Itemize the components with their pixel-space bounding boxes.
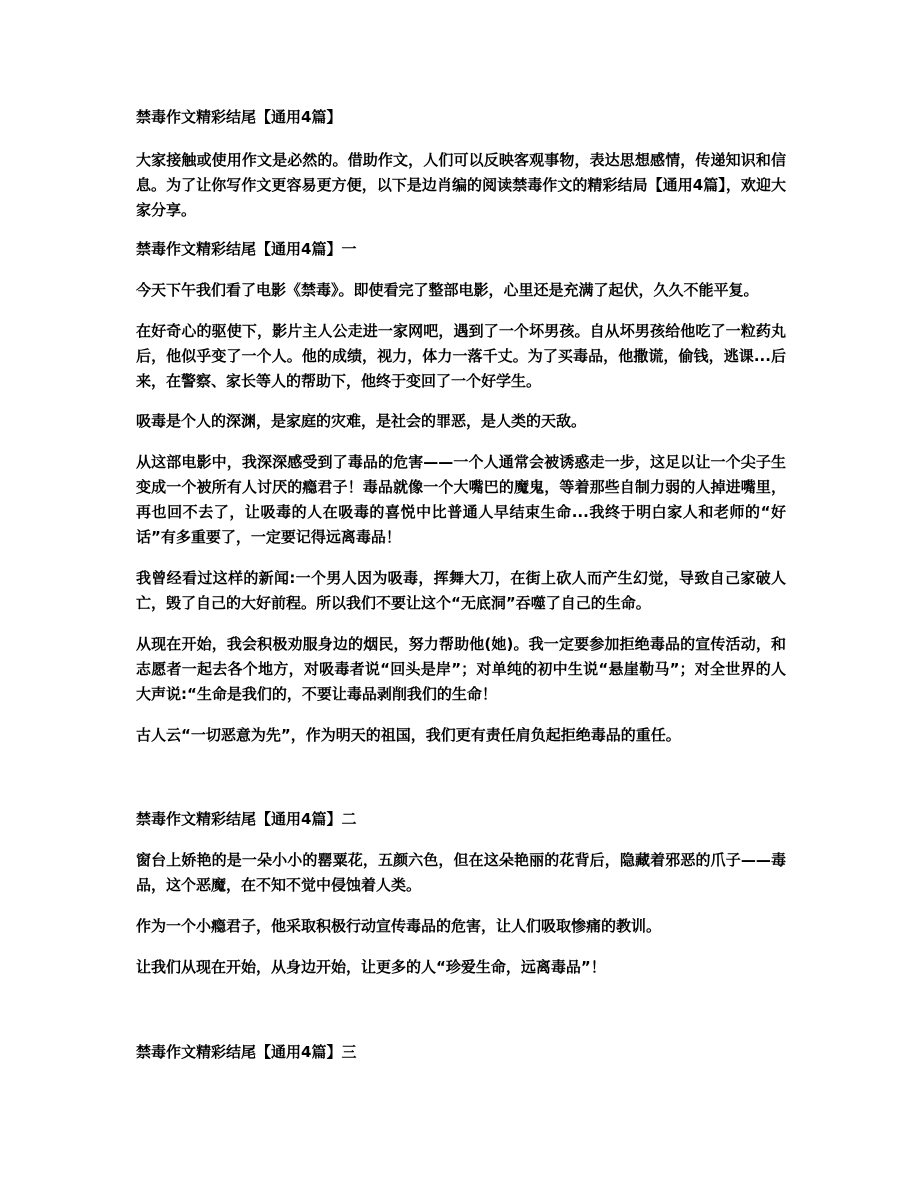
section-2-paragraph-1: 窗台上娇艳的是一朵小小的罂粟花，五颜六色，但在这朵艳丽的花背后，隐藏着邪恶的爪子——毒品，这个恶魔，在不知不觉中侵蚀着人类。	[136, 851, 786, 894]
section-1-paragraph-4: 从这部电影中，我深深感受到了毒品的危害——一个人通常会被诱惑走一步，这足以让一个尖子生变成一个被所有人讨厌的瘾君子！毒品就像一个大嘴巴的魔鬼，等着那些自制力弱的人掉进嘴里，再也回不去了，让吸毒的人在吸毒的喜悦中比普通人早结束生命...我终于明白家人和老师的“好话”有多重要了，一定要记得远离毒品！	[136, 453, 786, 546]
section-2-paragraph-3: 让我们从现在开始，从身边开始，让更多的人“珍爱生命，远离毒品”！	[136, 958, 606, 976]
section-3-heading: 禁毒作文精彩结尾【通用4篇】三	[136, 1043, 357, 1061]
section-1-paragraph-7: 古人云“一切恶意为先”，作为明天的祖国，我们更有责任肩负起拒绝毒品的重任。	[136, 726, 681, 744]
intro-paragraph: 大家接触或使用作文是必然的。借助作文，人们可以反映客观事物，表达思想感情，传递知识和信息。为了让你写作文更容易更方便，以下是边肖编的阅读禁毒作文的精彩结局【通用4篇】，欢迎大家分享。	[136, 151, 786, 219]
section-1-paragraph-3: 吸毒是个人的深渊，是家庭的灾难，是社会的罪恶，是人类的天敌。	[136, 412, 587, 430]
section-1-paragraph-1: 今天下午我们看了电影《禁毒》。即使看完了整部电影，心里还是充满了起伏，久久不能平复。	[136, 281, 759, 299]
section-2-paragraph-2: 作为一个小瘾君子，他采取积极行动宣传毒品的危害，让人们吸取惨痛的教训。	[136, 917, 662, 935]
section-1-paragraph-6: 从现在开始，我会积极劝服身边的烟民，努力帮助他(她)。我一定要参加拒绝毒品的宣传活动，和志愿者一起去各个地方，对吸毒者说“回头是岸”；对单纯的初中生说“悬崖勒马”；对全世界的人大声说:“生命是我们的，不要让毒品剥削我们的生命！	[136, 635, 786, 703]
document-title: 禁毒作文精彩结尾【通用4篇】	[136, 108, 342, 126]
section-1-heading: 禁毒作文精彩结尾【通用4篇】一	[136, 240, 357, 258]
section-2-heading: 禁毒作文精彩结尾【通用4篇】二	[136, 810, 357, 828]
section-1-paragraph-5: 我曾经看过这样的新闻:一个男人因为吸毒，挥舞大刀，在街上砍人而产生幻觉，导致自己家破人亡，毁了自己的大好前程。所以我们不要让这个“无底洞”吞噬了自己的生命。	[136, 569, 786, 612]
section-1-paragraph-2: 在好奇心的驱使下，影片主人公走进一家网吧，遇到了一个坏男孩。自从坏男孩给他吃了一粒药丸后，他似乎变了一个人。他的成绩，视力，体力一落千丈。为了买毒品，他撒谎，偷钱，逃课...后来，在警察、家长等人的帮助下，他终于变回了一个好学生。	[136, 322, 786, 390]
document-page	[136, 106, 786, 1063]
